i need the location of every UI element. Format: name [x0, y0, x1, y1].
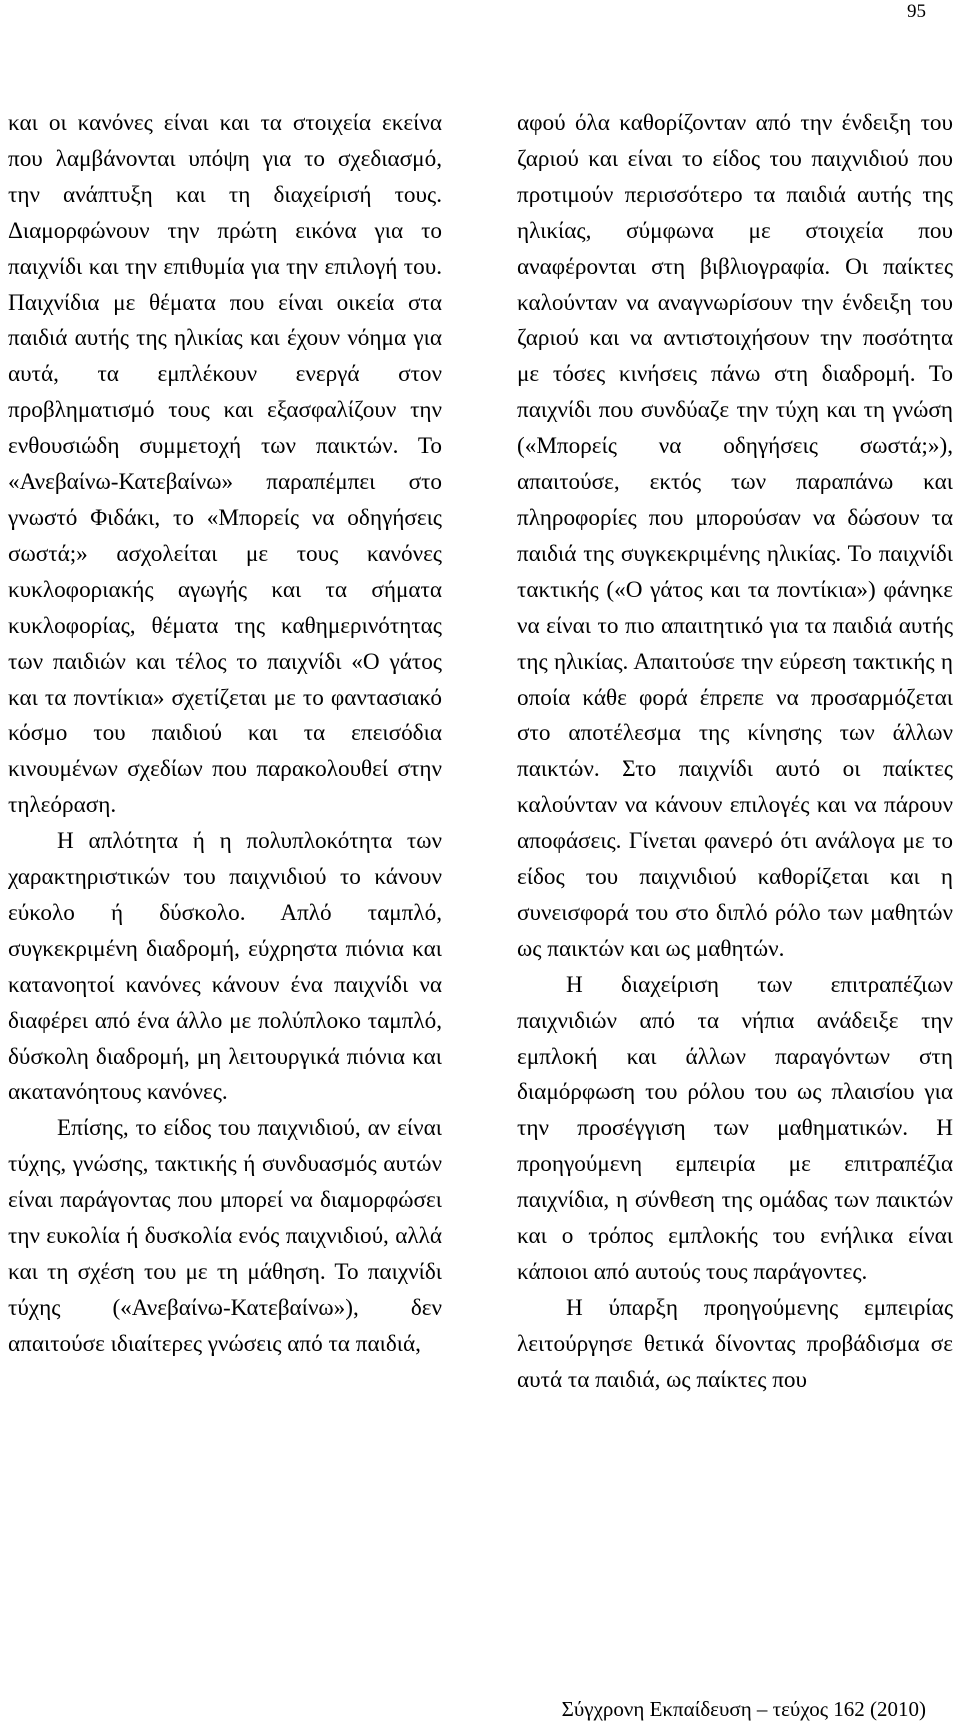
paragraph: Επίσης, το είδος του παιχνιδιού, αν είναι τύχης, γνώσης, τακτικής ή συνδυασμός αυτών είναι παράγοντας που μπορεί να διαμορφώσει την ευκολία ή δυσκολία ενός παιχνιδιού, αλλά και τη σχέση του με τη μάθηση. Το παιχνίδι τύχης («Ανεβαίνω-Κατεβαίνω»), δεν απαιτούσε ιδιαίτερες γνώσεις από τα παιδιά,	[8, 1115, 442, 1357]
paragraph: Η απλότητα ή η πολυπλοκότητα των χαρακτηριστικών του παιχνιδιού το κάνουν εύκολο ή δύσκολο. Απλό ταμπλό, συγκεκριμένη διαδρομή, εύχρηστα πιόνια και κατανοητοί κανόνες κάνουν ένα παιχνίδι να διαφέρει από ένα άλλο με πολύπλοκο ταμπλό, δύσκολη διαδρομή, μη λειτουργικά πιόνια και ακατανόητους κανόνες.	[8, 828, 442, 1106]
paragraph: και οι κανόνες είναι και τα στοιχεία εκείνα που λαμβάνονται υπόψη για το σχεδιασμό, την ανάπτυξη και τη διαχείρισή τους. Διαμορφώνουν την πρώτη εικόνα για το παιχνίδι και την επιθυμία για την επιλογή του. Παιχνίδια με θέματα που είναι οικεία στα παιδιά αυτής της ηλικίας και έχουν νόημα για αυτά, τα εμπλέκουν ενεργά στον προβληματισμό τους και εξασφαλίζουν την ενθουσιώδη συμμετοχή των παικτών. Το «Ανεβαίνω-Κατεβαίνω» παραπέμπει στο γνωστό Φιδάκι, το «Μπορείς να οδηγήσεις σωστά;» ασχολείται με τους κανόνες κυκλοφοριακής αγωγής και τα σήματα κυκλοφορίας, θέματα της καθημερινότητας των παιδιών και τέλος το παιχνίδι «Ο γάτος και τα ποντίκια» σχετίζεται με το φαντασιακό κόσμο του παιδιού και τα επεισόδια κινουμένων σχεδίων που παρακολουθεί στην τηλεόραση.	[8, 110, 442, 819]
paragraph: Η διαχείριση των επιτραπέζιων παιχνιδιών από τα νήπια ανάδειξε την εμπλοκή και άλλων παραγόντων στη διαμόρφωση του ρόλου του ως πλαισίου για την προσέγγιση των μαθηματικών. Η προηγούμενη εμπειρία με επιτραπέζια παιχνίδια, η σύνθεση της ομάδας των παικτών και ο τρόπος εμπλοκής του ενήλικα είναι κάποιοι από αυτούς τους παράγοντες.	[517, 971, 953, 1285]
right-column	[517, 106, 953, 1399]
left-column	[8, 106, 442, 1363]
paragraph: Η ύπαρξη προηγούμενης εμπειρίας λειτούργησε θετικά δίνοντας προβάδισμα σε αυτά τα παιδιά, ως παίκτες που	[517, 1294, 953, 1393]
page-number: 95	[907, 1, 926, 22]
paragraph: αφού όλα καθορίζονταν από την ένδειξη του ζαριού και είναι το είδος του παιχνιδιού που προτιμούν περισσότερο τα παιδιά αυτής της ηλικίας, σύμφωνα με στοιχεία που αναφέρονται στη βιβλιογραφία. Οι παίκτες καλούνταν να αναγνωρίσουν την ένδειξη του ζαριού και να αντιστοιχήσουν την ποσότητα με τόσες κινήσεις πάνω στη διαδρομή. Το παιχνίδι που συνδύαζε την τύχη και τη γνώση («Μπορείς να οδηγήσεις σωστά;»), απαιτούσε, εκτός των παραπάνω και πληροφορίες που μπορούσαν να δώσουν τα παιδιά της συγκεκριμένης ηλικίας. Το παιχνίδι τακτικής («Ο γάτος και τα ποντίκια») φάνηκε να είναι το πιο απαιτητικό για τα παιδιά αυτής της ηλικίας. Απαιτούσε την εύρεση τακτικής η οποία κάθε φορά έπρεπε να προσαρμόζεται στο αποτέλεσμα της κίνησης των άλλων παικτών. Στο παιχνίδι αυτό οι παίκτες καλούνταν να κάνουν επιλογές και να πάρουν αποφάσεις. Γίνεται φανερό ότι ανάλογα με το είδος του παιχνιδιού καθορίζεται και η συνεισφορά του στο διπλό ρόλο των μαθητών ως παικτών και ως μαθητών.	[517, 110, 953, 962]
journal-footer: Σύγχρονη Εκπαίδευση – τεύχος 162 (2010)	[561, 1697, 926, 1721]
